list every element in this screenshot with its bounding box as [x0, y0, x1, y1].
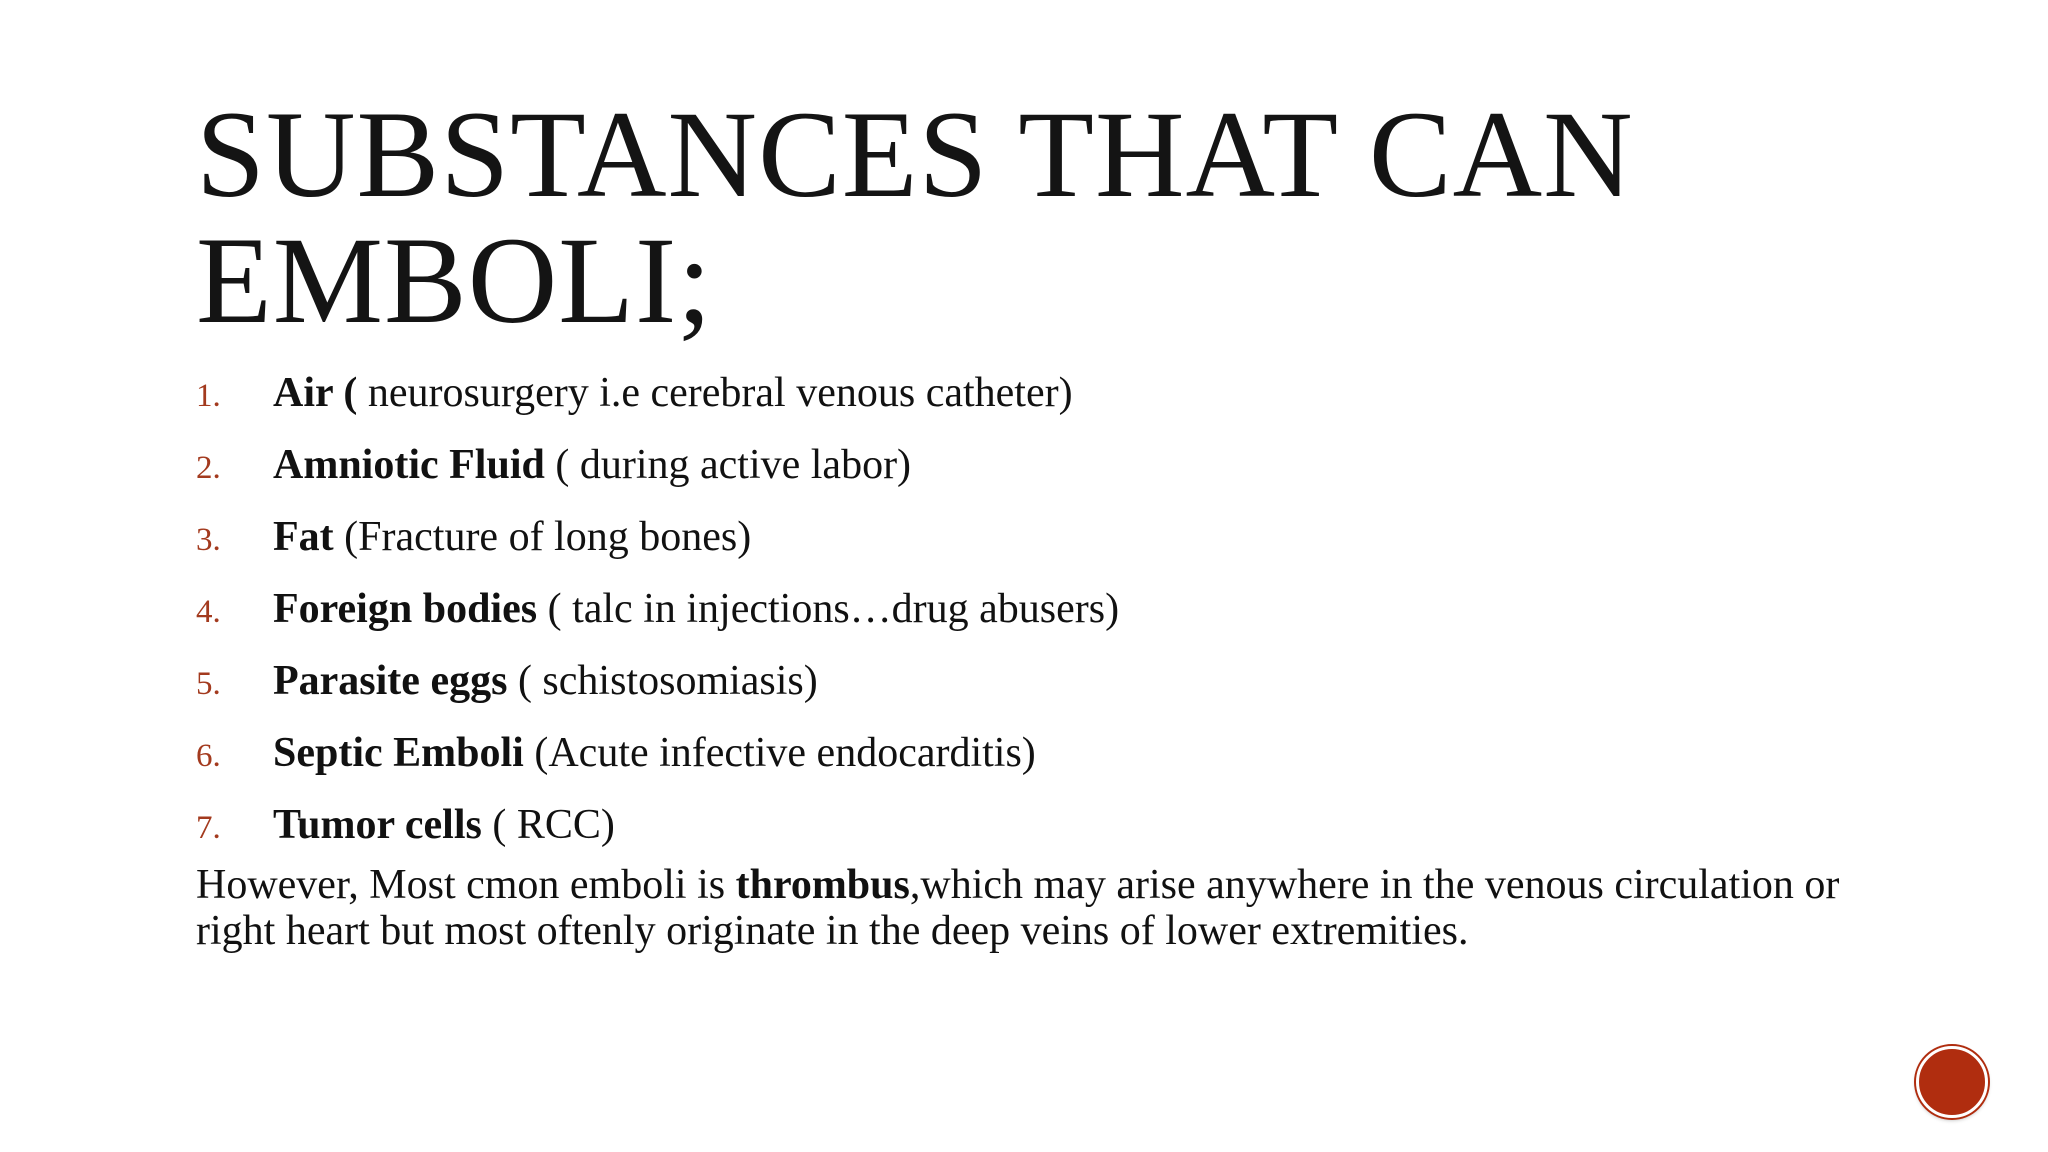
list-number: 3. [196, 522, 221, 558]
list-number: 2. [196, 450, 221, 486]
list-number: 7. [196, 810, 221, 846]
list-term: Tumor cells [273, 802, 482, 848]
list-detail: (Fracture of long bones) [333, 514, 752, 560]
emboli-list [196, 357, 1856, 861]
list-term: Fat [273, 514, 334, 560]
title-line-1: SUBSTANCES THAT CAN [196, 86, 1634, 223]
list-detail: ( schistosomiasis) [507, 658, 818, 704]
list-item [196, 357, 1856, 429]
note-suffix: ,which may arise anywhere in the venous circulation or right heart but most oftenly originate in the deep veins of lower extremities. [196, 862, 1840, 954]
list-detail: neurosurgery i.e cerebral venous catheter) [357, 370, 1073, 416]
list-item [196, 501, 1856, 573]
list-item [196, 789, 1856, 861]
list-number: 4. [196, 594, 221, 630]
list-term: Amniotic Fluid [273, 442, 545, 488]
list-item [196, 717, 1856, 789]
list-number: 5. [196, 666, 221, 702]
note-prefix: However, Most cmon emboli is [196, 862, 736, 908]
note-emphasis: thrombus [735, 862, 910, 908]
list-detail: (Acute infective endocarditis) [523, 730, 1036, 776]
circle-nav-button[interactable] [1916, 1046, 1988, 1118]
list-term: Air ( [273, 370, 358, 416]
list-term: Foreign bodies [273, 586, 538, 632]
list-number: 6. [196, 738, 221, 774]
list-detail: ( during active labor) [544, 442, 912, 488]
list-number: 1. [196, 378, 221, 414]
summary-note [196, 862, 1856, 954]
list-item [196, 429, 1856, 501]
list-term: Septic Emboli [273, 730, 524, 776]
list-item [196, 573, 1856, 645]
title-line-2: EMBOLI; [196, 212, 713, 349]
list-item [196, 645, 1856, 717]
list-detail: ( talc in injections…drug abusers) [537, 586, 1120, 632]
list-detail: ( RCC) [481, 802, 615, 848]
slide-title [196, 86, 1916, 349]
list-term: Parasite eggs [273, 658, 508, 704]
